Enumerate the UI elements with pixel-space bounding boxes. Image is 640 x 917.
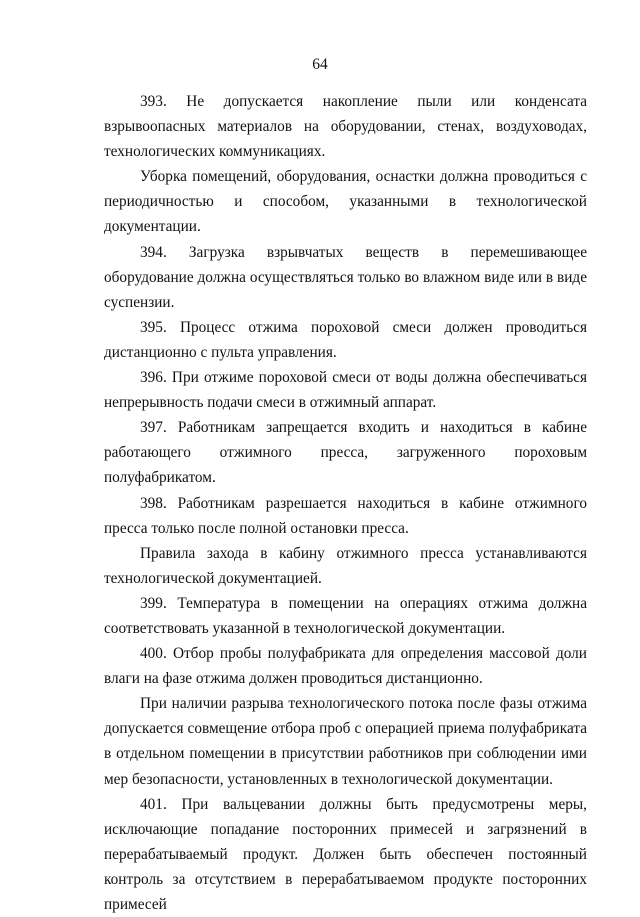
document-body (104, 89, 587, 917)
paragraph-cleaning: Уборка помещений, оборудования, оснастки должна проводиться с периодичностью и способом, указанными в технологической документации. (104, 168, 587, 236)
paragraph-394: 394. Загрузка взрывчатых веществ в перемешивающее оборудование должна осуществляться только во влажном виде или в виде суспензии. (104, 243, 587, 311)
paragraph-401: 401. При вальцевании должны быть предусмотрены меры, исключающие попадание посторонних примесей и загрязнений в перерабатываемый продукт. Должен быть обеспечен постоянный контроль за отсутствием в перерабатываемом продукте посторонних примесей (104, 795, 587, 913)
paragraph-press-entry-rules: Правила захода в кабину отжимного пресса устанавливаются технологической документацией. (104, 544, 587, 587)
paragraph-399: 399. Температура в помещении на операциях отжима должна соответствовать указанной в технологической документации. (104, 594, 587, 637)
paragraph-397: 397. Работникам запрещается входить и находиться в кабине работающего отжимного пресса, загруженного пороховым полуфабрикатом. (104, 419, 587, 487)
paragraph-400: 400. Отбор пробы полуфабриката для определения массовой доли влаги на фазе отжима должен проводиться дистанционно. (104, 645, 587, 688)
page-number: 64 (312, 56, 328, 73)
paragraph-396: 396. При отжиме пороховой смеси от воды должна обеспечиваться непрерывность подачи смеси в отжимный аппарат. (104, 369, 587, 412)
paragraph-395: 395. Процесс отжима пороховой смеси должен проводиться дистанционно с пульта управления. (104, 318, 587, 361)
paragraph-393: 393. Не допускается накопление пыли или конденсата взрывоопасных материалов на оборудовании, стенах, воздуховодах, технологических коммуникациях. (104, 93, 587, 161)
paragraph-398: 398. Работникам разрешается находиться в кабине отжимного пресса только после полной остановки пресса. (104, 494, 587, 537)
paragraph-sampling-combination: При наличии разрыва технологического потока после фазы отжима допускается совмещение отбора проб с операцией приема полуфабриката в отдельном помещении в присутствии работников при соблюдении ими мер безопасности, установленных в технологической документации. (104, 695, 587, 788)
